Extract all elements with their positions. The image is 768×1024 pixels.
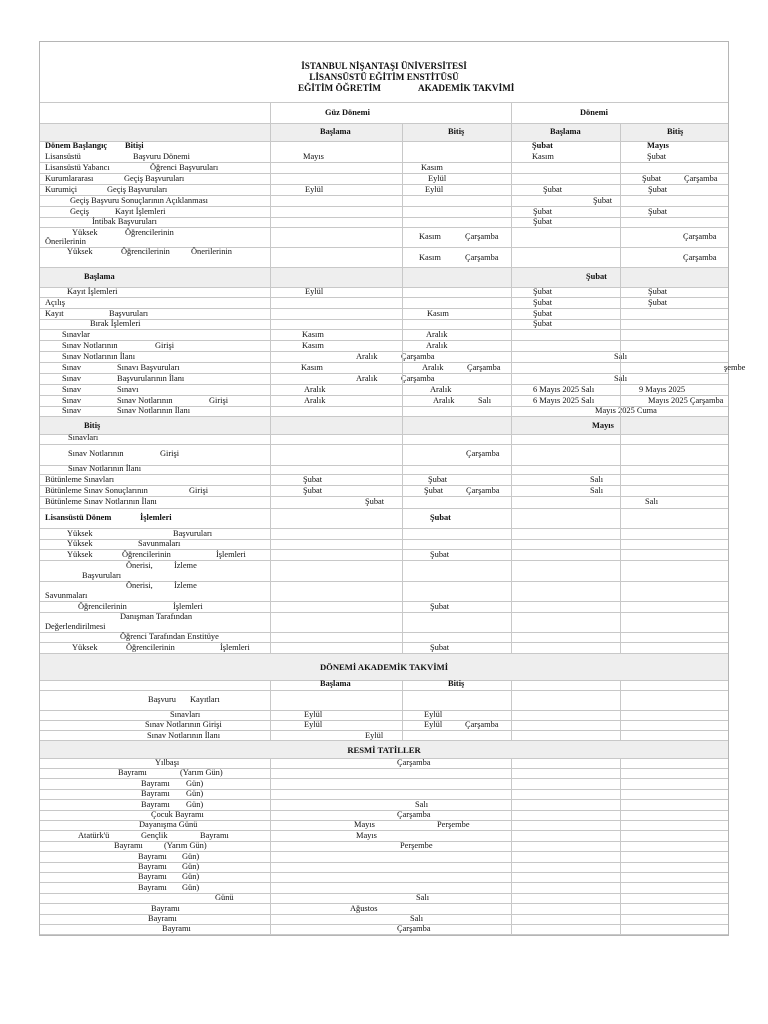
spring-start-header: Başlama: [550, 127, 581, 136]
holiday-cell: Salı: [410, 914, 424, 923]
fall-start-header: Başlama: [320, 127, 351, 136]
section-title: DÖNEMİ AKADEMİK TAKVİMİ: [319, 662, 449, 672]
holiday-cell: Bayramı: [114, 841, 143, 851]
institute-title: LİSANSÜSTÜ EĞİTİM ENSTİTÜSÜ: [309, 72, 459, 82]
section-header: Şubat: [586, 272, 607, 281]
holiday-cell: Gün): [186, 789, 204, 799]
holiday-cell: Mayıs: [354, 820, 375, 830]
university-title: İSTANBUL NİŞANTAŞI ÜNİVERSİTESİ: [301, 61, 467, 71]
holiday-cell: Bayramı: [200, 830, 229, 840]
holiday-cell: Bayramı: [138, 882, 167, 892]
holiday-cell: Gün): [182, 862, 200, 871]
calendar-document: İSTANBUL NİŞANTAŞI ÜNİVERSİTESİ LİSANSÜSTÜ EĞİTİM ENSTİTÜSÜ EĞİTİM ÖĞRETİM AKADEMİK TAKVİMİ Güz Dönemi Dönemi Başlama Bitiş Başlama Bitiş Dönem Başlangıç Bitişi Şubat Mayıs Lisansüstü Başvuru Dönemi Mayıs Kasım Şubat Lisansüstü Yabancı Öğrenci Başvuruları Kasım Kurumlararası Geçiş Başvuruları Eylül Şubat Çarşamba Kurumiçi Geçiş Başvuruları Eylül Eylül Şubat Şubat Geçiş Başvuru Sonuçlarının Açıklanması Şubat Geçiş Kayıt İşlemleri Şubat Şubat İntibak Başvuruları Şubat Yüksek Öğrencilerinin Önerilerinin Kasım Çarşamba Çarşamba Yüksek Öğrencilerinin Önerilerinin Kasım Çarşamba Çarşamba Başlama Şubat Kayıt İşlemleri Eylül Şubat Şubat Açılış Şubat Şubat Kayıt Başvuruları Kasım Şubat Bırak İşlemleri Şubat Sınavlar Kasım Aralık Sınav Notlarının Girişi Kasım Aralık Sınav Notlarının İlanı Aralık Çarşamba Salı Sınav Sınavı Başvuruları Kasım Aralık Çarşamba şembe Sınav Başvurularının İlanı Aralık Çarşamba Salı Sınav Sınavı Aralık Aralık 6 Mayıs 2025 Salı 9 Mayıs 2025 Sınav Sınav Notlarının Girişi Aralık Aralık Salı 6 Mayıs 2025 Salı Mayıs 2025 Çarşamba Sınav Sınav Notlarının İlanı Mayıs 2025 Cuma Bitiş Mayıs Sınavları Sınav Notlarının Girişi Çarşamba Sınav Notlarının İlanı Bütünleme Sınavları Şubat Şubat Salı Bütünleme Sınav Sonuçlarının Girişi Şubat Şubat Çarşamba Salı Bütünleme Sınav Notlarının İlanı Şubat Salı Lisansüstü Dönem İşlemleri Şubat Yüksek Başvuruları Yüksek Savunmaları Yüksek Öğrencilerinin İşlemleri Şubat Önerisi, İzleme Başvuruları Önerisi, İzleme Savunmaları Öğrencilerinin İşlemleri Şubat Danışman Tarafından Değerlendirilmesi Öğrenci Tarafından Enstitüye Yüksek Öğrencilerinin İşlemleri Şubat DÖNEMİ AKADEMİK TAKVİMİ Başlama Bitiş Başvuru Kayıtları Sınavları Eylül Eylül Sınav Notlarının Girişi Eylül Eylül Çarşamba Sınav Notlarının İlanı Eylül RESMİ TATİLLER Yılbaşı Çarşamba Bayramı (Yarım Gün) Bayramı Gün) Bayramı Gün) Bayramı Gün) Salı Çocuk Bayramı Çarşamba Dayanışma Günü Mayıs Perşembe Atatürk'ü Gençlik Bayramı Mayıs Bayramı (Yarım Gün) Perşembe Bayramı Gün) Bayramı Gün) Bayramı Gün) Bayramı Gün) Günü Salı Bayramı Ağustos Bayramı Salı Bayramı Çarşamba: [39, 41, 729, 936]
fall-term-header: Güz Dönemi: [325, 108, 370, 117]
section-header: Başlama: [84, 272, 115, 281]
fall-end-header: Bitiş: [448, 127, 465, 136]
holiday-cell: Bayramı: [141, 789, 170, 799]
holiday-cell: Bayramı: [118, 768, 147, 778]
holiday-cell: Salı: [416, 893, 430, 903]
holiday-cell: Bayramı: [151, 903, 180, 913]
spring-term-header: Dönemi: [580, 108, 608, 117]
holiday-cell: Gün): [182, 851, 200, 861]
holiday-cell: Gün): [186, 799, 204, 809]
holiday-cell: Ağustos: [350, 903, 378, 913]
holiday-cell: (Yarım Gün): [180, 768, 223, 778]
spring-end-header: Bitiş: [667, 127, 684, 136]
holiday-cell: Perşembe: [400, 841, 433, 851]
holiday-cell: Salı: [415, 799, 429, 809]
holiday-cell: Bayramı: [138, 851, 167, 861]
holiday-cell: Günü: [215, 893, 234, 903]
holidays-title: RESMİ TATİLLER: [347, 745, 421, 755]
holiday-cell: Bayramı: [141, 778, 170, 788]
holiday-cell: Bayramı: [162, 924, 191, 934]
holiday-cell: Çarşamba: [397, 758, 431, 767]
holiday-cell: Gençlik: [141, 830, 168, 840]
holiday-cell: (Yarım Gün): [164, 841, 207, 851]
fall-end-header: Bitiş: [448, 679, 465, 688]
section-header: Bitiş: [84, 421, 101, 430]
holiday-cell: Gün): [182, 882, 200, 892]
calendar-title: EĞİTİM ÖĞRETİM AKADEMİK TAKVİMİ: [298, 83, 515, 93]
holiday-cell: Çarşamba: [397, 924, 431, 934]
holiday-cell: Dayanışma Günü: [139, 820, 198, 830]
holiday-cell: Bayramı: [138, 872, 167, 882]
holiday-cell: Bayramı: [148, 914, 177, 923]
holiday-cell: Gün): [186, 778, 204, 788]
holiday-cell: Yılbaşı: [155, 758, 180, 767]
holiday-cell: Mayıs: [356, 830, 377, 840]
holiday-cell: Gün): [182, 872, 200, 882]
section-header: Mayıs: [592, 421, 614, 430]
holiday-cell: Çocuk Bayramı: [151, 810, 204, 819]
holiday-cell: Perşembe: [437, 820, 470, 830]
fall-start-header: Başlama: [320, 679, 351, 688]
holiday-cell: Bayramı: [141, 799, 170, 809]
holiday-cell: Bayramı: [138, 862, 167, 871]
holiday-cell: Çarşamba: [397, 810, 431, 819]
holiday-cell: Atatürk'ü: [78, 830, 110, 840]
